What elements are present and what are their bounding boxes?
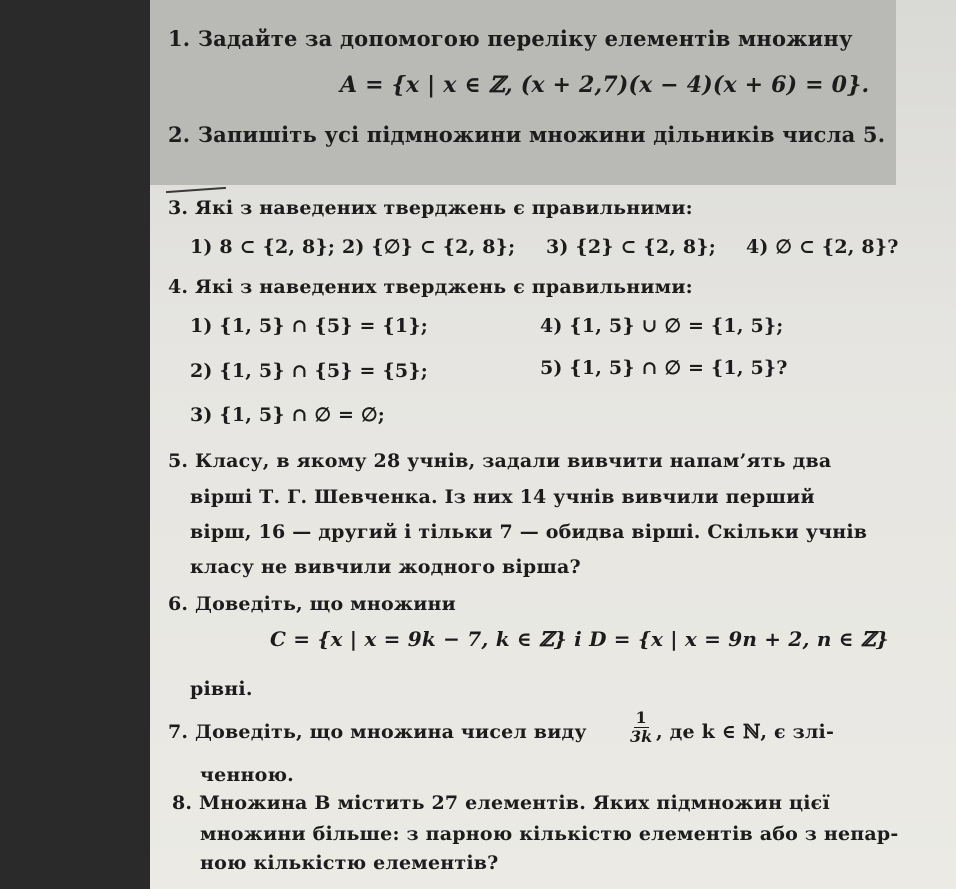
task-3-text: 3. Які з наведених тверджень є правильними: [168,197,693,219]
task-4-option-1: 1) {1, 5} ∩ {5} = {1}; [190,315,428,337]
task-4-option-4: 4) {1, 5} ∪ ∅ = {1, 5}; [540,315,784,337]
task-7-fraction-numerator: 1 [635,708,647,727]
task-7-text-cont: , де k ∈ ℕ, є злі- [656,721,835,743]
task-5-line-1: 5. Класу, в якому 28 учнів, задали вивчити напам’ять два [168,450,832,472]
task-4-option-5: 5) {1, 5} ∩ ∅ = {1, 5}? [540,357,788,379]
task-4-option-3: 3) {1, 5} ∩ ∅ = ∅; [190,404,385,426]
task-3-option-3: 3) {2} ⊂ {2, 8}; [546,236,716,258]
task-4-text: 4. Які з наведених тверджень є правильними: [168,276,693,298]
task-3-option-4: 4) ∅ ⊂ {2, 8}? [746,236,899,258]
task-4-option-2: 2) {1, 5} ∩ {5} = {5}; [190,360,428,382]
task-6-text: 6. Доведіть, що множини [168,593,456,615]
task-5-line-4: класу не вивчили жодного вірша? [190,556,581,578]
task-7-end: ченною. [200,764,294,786]
task-7-text: 7. Доведіть, що множина чисел виду [168,721,587,743]
task-8-line-2: множини більше: з парною кількістю елементів або з непар- [200,823,899,845]
task-6-formula: C = {x | x = 9k − 7, k ∈ ℤ} і D = {x | x = 9n + 2, n ∈ ℤ} [270,627,889,651]
task-3-option-2: 2) {∅} ⊂ {2, 8}; [342,236,516,258]
task-2-text: 2. Запишіть усі підмножини множини дільників числа 5. [168,122,886,147]
task-5-line-3: вірш, 16 — другий і тільки 7 — обидва вірші. Скільки учнів [190,521,868,543]
task-3-option-1: 1) 8 ⊂ {2, 8}; [190,236,336,258]
task-7-fraction [628,709,654,746]
task-6-end: рівні. [190,678,253,700]
task-1-text: 1. Задайте за допомогою переліку елементів множину [168,26,853,51]
task-7-fraction-denominator: 3k [630,727,653,746]
task-8-line-1: 8. Множина B містить 27 елементів. Яких підмножин цієї [172,792,830,814]
task-1-formula: A = {x | x ∈ ℤ, (x + 2,7)(x − 4)(x + 6) = 0}. [340,72,870,98]
task-8-line-3: ною кількістю елементів? [200,852,499,874]
task-5-line-2: вірші Т. Г. Шевченка. Із них 14 учнів вивчили перший [190,486,815,508]
